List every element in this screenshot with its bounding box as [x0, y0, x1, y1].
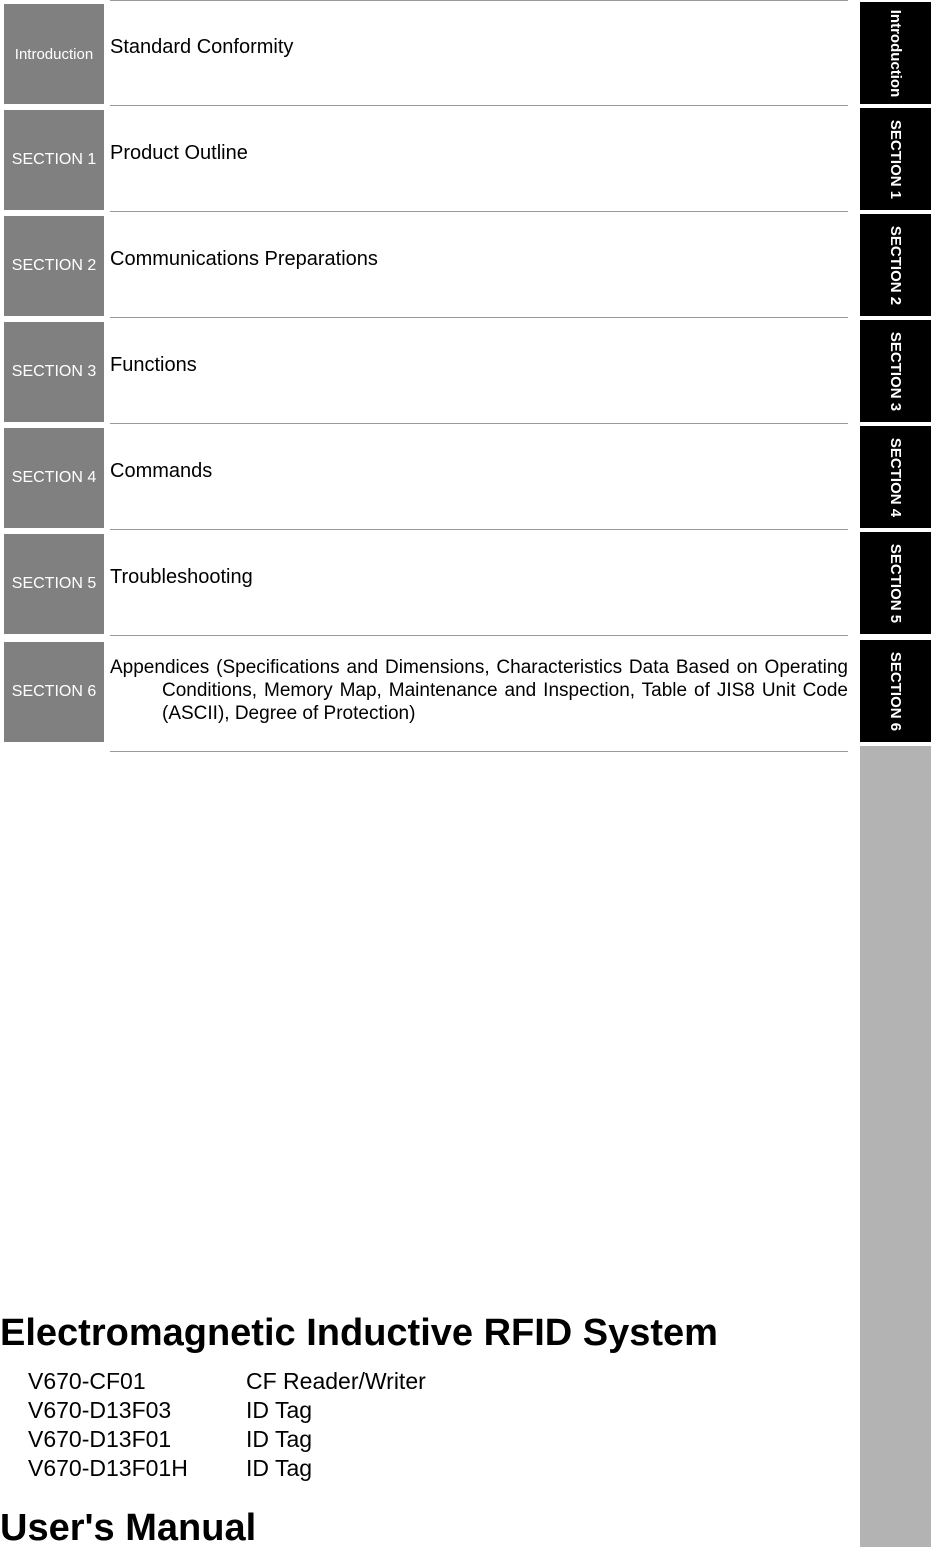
- model-name: ID Tag: [246, 1397, 313, 1423]
- side-tab-introduction[interactable]: [860, 2, 931, 104]
- model-row: [28, 1396, 426, 1425]
- model-code: V670-D13F01: [28, 1426, 172, 1452]
- model-list: [28, 1367, 426, 1483]
- model-name: CF Reader/Writer: [246, 1368, 426, 1394]
- section-row-4[interactable]: [0, 424, 860, 530]
- side-tab-label: SECTION 2: [887, 225, 904, 305]
- model-code: V670-D13F01H: [28, 1455, 188, 1481]
- side-tab-3[interactable]: [860, 320, 931, 422]
- section-tab-3[interactable]: [4, 322, 104, 422]
- side-tab-2[interactable]: [860, 214, 931, 316]
- section-title: Functions: [110, 354, 197, 376]
- side-tab-5[interactable]: [860, 532, 931, 634]
- side-tab-label: SECTION 5: [887, 543, 904, 623]
- section-tab-label: Introduction: [14, 45, 94, 63]
- divider: [110, 0, 848, 1]
- side-tab-label: SECTION 3: [887, 331, 904, 411]
- side-tab-1[interactable]: [860, 108, 931, 210]
- manual-title: User's Manual: [0, 1507, 257, 1549]
- product-title: Electromagnetic Inductive RFID System: [0, 1312, 718, 1354]
- section-tab-label: SECTION 5: [11, 575, 97, 592]
- section-title: Troubleshooting: [110, 566, 253, 588]
- section-tab-6[interactable]: [4, 642, 104, 742]
- divider: [110, 751, 848, 752]
- section-row-2[interactable]: [0, 212, 860, 318]
- section-tab-1[interactable]: [4, 110, 104, 210]
- section-tab-introduction[interactable]: [4, 4, 104, 104]
- section-tab-label: SECTION 1: [11, 151, 97, 168]
- section-tab-label: SECTION 6: [11, 683, 97, 700]
- side-tab-label: Introduction: [887, 9, 905, 97]
- model-row: [28, 1454, 426, 1483]
- model-name: ID Tag: [246, 1455, 313, 1481]
- side-tab-label: SECTION 6: [887, 651, 904, 731]
- model-row: [28, 1425, 426, 1454]
- section-tab-label: SECTION 4: [11, 469, 97, 486]
- side-tab-4[interactable]: [860, 426, 931, 528]
- section-row-1[interactable]: [0, 106, 860, 212]
- section-row-6[interactable]: [0, 636, 860, 752]
- section-tab-2[interactable]: [4, 216, 104, 316]
- section-title: Commands: [110, 460, 213, 482]
- model-name: ID Tag: [246, 1426, 313, 1452]
- section-title-appendices: Appendices (Specifications and Dimensions, Characteristics Data Based on Operating Conditions, Memory Map, Maintenance and Inspection, Table of JIS8 Unit Code (ASCII), Degree of Protection): [110, 657, 848, 724]
- side-tab-6[interactable]: [860, 640, 931, 742]
- section-tab-4[interactable]: [4, 428, 104, 528]
- section-row-5[interactable]: [0, 530, 860, 636]
- model-code: V670-CF01: [28, 1368, 146, 1394]
- side-tab-strip: [860, 0, 931, 1547]
- side-strip-gray: [860, 746, 931, 1547]
- section-tab-5[interactable]: [4, 534, 104, 634]
- section-tab-label: SECTION 2: [11, 257, 97, 274]
- side-tab-label: SECTION 1: [887, 119, 904, 199]
- section-title: Standard Conformity: [110, 36, 294, 58]
- section-title: Product Outline: [110, 142, 248, 164]
- section-row-3[interactable]: [0, 318, 860, 424]
- section-title: Communications Preparations: [110, 248, 378, 270]
- model-code: V670-D13F03: [28, 1397, 172, 1423]
- side-tab-label: SECTION 4: [887, 437, 904, 517]
- section-tab-label: SECTION 3: [11, 363, 97, 380]
- section-row-introduction[interactable]: [0, 0, 860, 106]
- model-row: [28, 1367, 426, 1396]
